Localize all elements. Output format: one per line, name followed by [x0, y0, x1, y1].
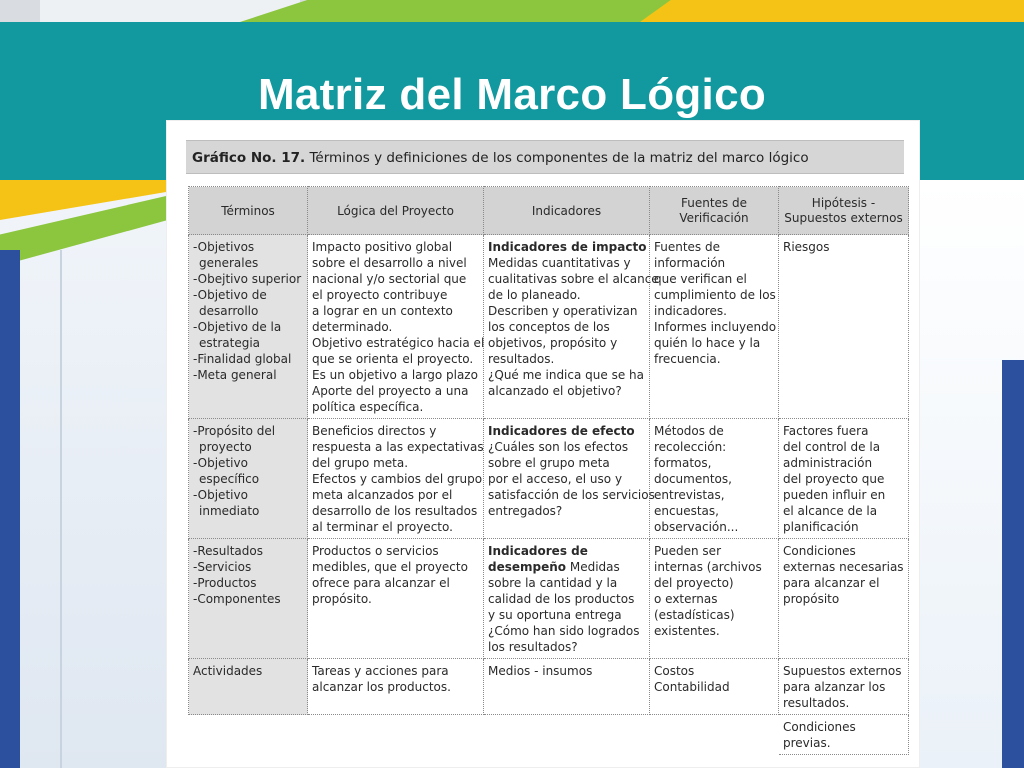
table-row	[189, 715, 909, 755]
cell-fuentes: Pueden ser internas (archivos del proyecto) o externas (estadísticas) existentes.	[650, 539, 779, 659]
decor-divider	[60, 250, 62, 768]
scanned-figure	[166, 120, 920, 768]
header-fuentes: Fuentes de Verificación	[650, 187, 779, 235]
header-indicadores: Indicadores	[484, 187, 650, 235]
caption-number: Gráfico No. 17.	[192, 150, 306, 166]
left-decor-panel	[0, 180, 166, 768]
table-header-row	[189, 187, 909, 235]
cell-logica: Beneficios directos y respuesta a las expectativas del grupo meta. Efectos y cambios del grupo meta alcanzados por el desarrollo de los resultados al terminar el proyecto.	[308, 419, 484, 539]
figure-caption	[186, 140, 904, 174]
cell-hipotesis: Supuestos externos para alzanzar los resultados.	[779, 659, 909, 715]
cell-indicadores: Indicadores de efecto ¿Cuáles son los efectos sobre el grupo meta por el acceso, el uso y satisfacción de los servicios entregados?	[484, 419, 650, 539]
table-row	[189, 419, 909, 539]
decor-yellow-band	[640, 0, 1024, 22]
cell-indicadores: Indicadores de impacto Medidas cuantitativas y cualitativas sobre el alcance de lo planeado. Describen y operativizan los conceptos de los objetivos, propósito y resultados. ¿Qué me indica que se ha alcanzado el objetivo?	[484, 235, 650, 419]
header-terminos: Términos	[189, 187, 308, 235]
logical-framework-table	[188, 186, 909, 755]
decor-blue-bar	[0, 250, 20, 768]
table-row	[189, 235, 909, 419]
table-row	[189, 539, 909, 659]
table-row	[189, 659, 909, 715]
header-logica: Lógica del Proyecto	[308, 187, 484, 235]
cell-logica: Impacto positivo global sobre el desarrollo a nivel nacional y/o sectorial que el proyecto contribuye a lograr en un contexto determinado. Objetivo estratégico hacia el que se orienta el proyecto. Es un objetivo a largo plazo Aporte del proyecto a una política específica.	[308, 235, 484, 419]
cell-terminos: Actividades	[189, 659, 308, 715]
cell-hipotesis: Condiciones previas.	[779, 715, 909, 755]
cell-hipotesis: Condiciones externas necesarias para alcanzar el propósito	[779, 539, 909, 659]
cell-logica: Tareas y acciones para alcanzar los productos.	[308, 659, 484, 715]
cell-fuentes: Fuentes de información que verifican el cumplimiento de los indicadores. Informes incluyendo quién lo hace y la frecuencia.	[650, 235, 779, 419]
cell-indicadores: Indicadores de desempeño Medidas sobre la cantidad y la calidad de los productos y su oportuna entrega ¿Cómo han sido logrados los resultados?	[484, 539, 650, 659]
cell-hipotesis: Factores fuera del control de la administración del proyecto que pueden influir en el alcance de la planificación	[779, 419, 909, 539]
caption-text: Términos y definiciones de los componentes de la matriz del marco lógico	[309, 150, 809, 166]
slide-title: Matriz del Marco Lógico	[257, 70, 767, 119]
top-decor-strip	[0, 0, 1024, 22]
header-hipotesis: Hipótesis - Supuestos externos	[779, 187, 909, 235]
cell-terminos: -Resultados -Servicios -Productos -Componentes	[189, 539, 308, 659]
cell-logica: Productos o servicios medibles, que el proyecto ofrece para alcanzar el propósito.	[308, 539, 484, 659]
cell-indicadores: Medios - insumos	[484, 659, 650, 715]
cell-terminos: -Objetivos generales -Obejtivo superior -Objetivo de desarrollo -Objetivo de la estrategia -Finalidad global -Meta general	[189, 235, 308, 419]
cell-hipotesis: Riesgos	[779, 235, 909, 419]
right-decor-panel	[920, 180, 1024, 768]
cell-fuentes: Métodos de recolección: formatos, documentos, entrevistas, encuestas, observación...	[650, 419, 779, 539]
decor-blue-bar-right	[1002, 360, 1024, 768]
cell-fuentes: Costos Contabilidad	[650, 659, 779, 715]
cell-terminos: -Propósito del proyecto -Objetivo específico -Objetivo inmediato	[189, 419, 308, 539]
